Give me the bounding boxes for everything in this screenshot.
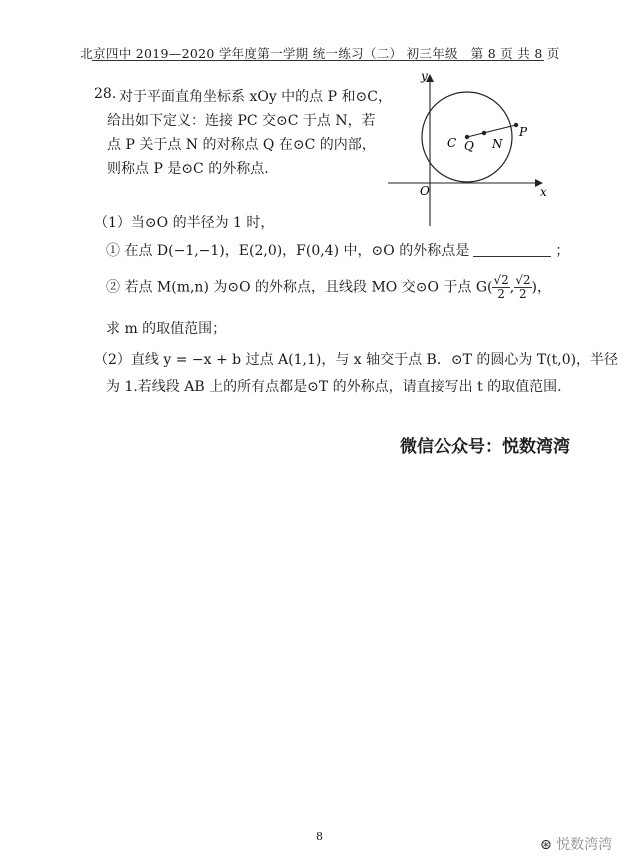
part1-question1 <box>106 240 569 260</box>
part2-line-2: 为 1.若线段 AB 上的所有点都是⊙T 的外称点，请直接写出 t 的取值范围. <box>106 379 562 395</box>
part2-line-1: （2）直线 y = −x + b 过点 A(1,1)，与 x 轴交于点 B．⊙T 的圆心为 T(t,0)，半径 <box>94 352 619 368</box>
label-x: x <box>540 185 547 199</box>
coordinate-figure <box>380 68 550 228</box>
part1-q1-text: ① 在点 D(−1,−1)，E(2,0)，F(0,4) 中，⊙O 的外称点是 <box>106 243 470 259</box>
label-q: Q <box>464 139 474 153</box>
label-p: P <box>519 125 528 139</box>
label-y: y <box>421 69 428 83</box>
part1-q1-end: ； <box>555 243 570 259</box>
problem-stem-line-3: 点 P 关于点 N 的对称点 Q 在⊙C 的内部， <box>107 137 376 153</box>
problem-stem-line-2: 给出如下定义：连接 PC 交⊙C 于点 N，若 <box>107 113 376 129</box>
part1-q2-comma: , <box>509 279 515 296</box>
part1-intro: （1）当⊙O 的半径为 1 时， <box>94 215 275 231</box>
wechat-watermark: 微信公众号：悦数湾湾 <box>400 437 570 457</box>
point-q <box>482 131 486 135</box>
label-n: N <box>492 137 503 151</box>
page-number: 8 <box>316 830 323 843</box>
part1-question2-line2: 求 m 的取值范围； <box>106 321 227 337</box>
fraction-sqrt2-over-2-a: $\frac{√2}{2}$ <box>493 273 509 302</box>
problem-stem-line-1: 对于平面直角坐标系 xOy 中的点 P 和⊙C， <box>119 89 392 105</box>
corner-brand-text: 悦数湾湾 <box>556 837 613 853</box>
part1-q2-text: ② 若点 M(m,n) 为⊙O 的外称点，且线段 MO 交⊙O 于点 G( <box>106 279 493 296</box>
wechat-icon: ⊛ <box>540 837 552 853</box>
part1-question2 <box>106 274 551 301</box>
segment-pc <box>467 125 516 137</box>
problem-stem-line-4: 则称点 P 是⊙C 的外称点. <box>107 161 269 177</box>
answer-blank <box>473 242 551 257</box>
fraction-sqrt2-over-2-b: $\frac{√2}{2}$ <box>515 273 531 302</box>
corner-brand <box>540 834 612 854</box>
header-rule <box>92 60 544 61</box>
problem-number: 28. <box>94 86 117 102</box>
page-header: 北京四中 2019—2020 学年度第一学期 统一练习（二） 初三年级 第 8 页 共 8 页 <box>80 46 560 61</box>
point-p <box>514 123 518 127</box>
label-origin: O <box>420 184 430 198</box>
label-c: C <box>447 136 457 150</box>
part1-q2-end: )， <box>531 279 551 296</box>
